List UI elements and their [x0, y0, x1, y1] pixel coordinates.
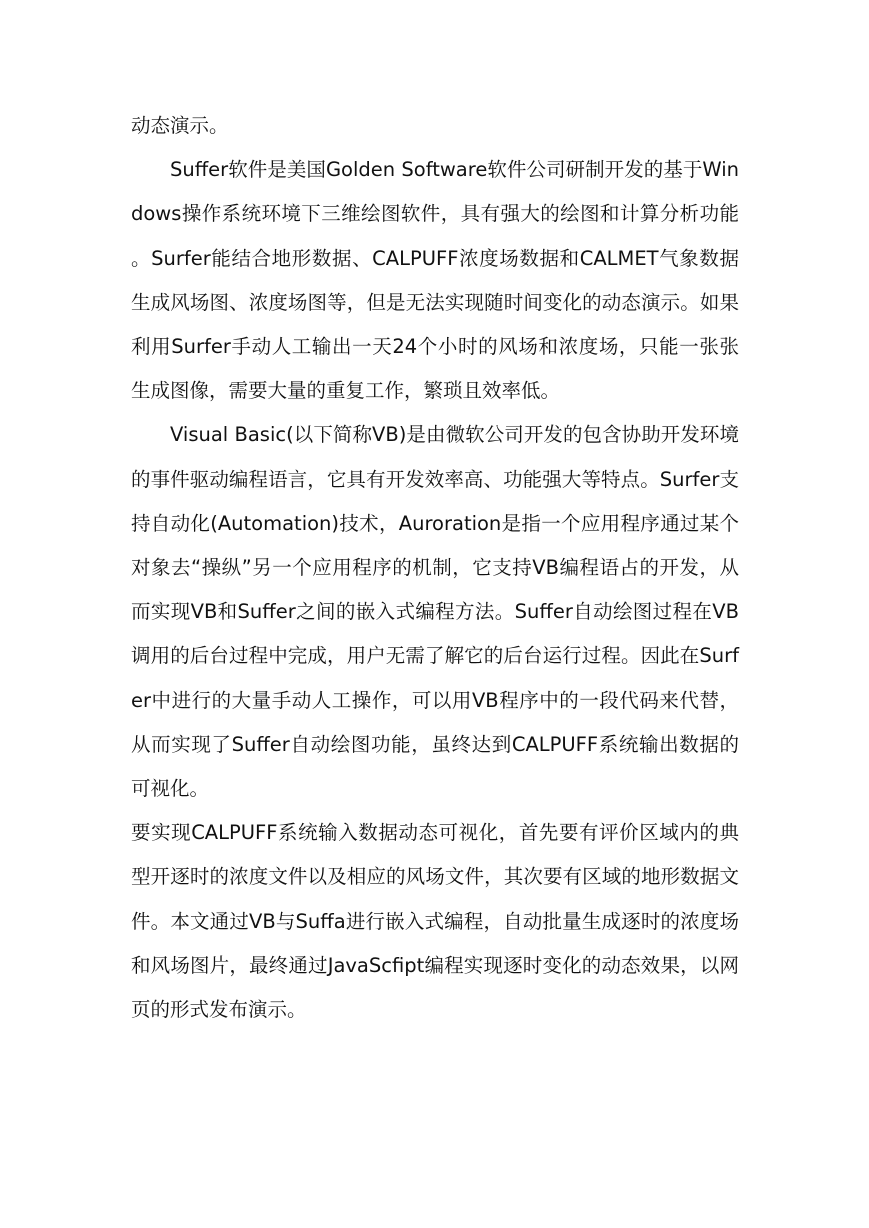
document-body	[131, 104, 739, 1032]
paragraph-implementation: 要实现CALPUFF系统输入数据动态可视化，首先要有评价区域内的典型开逐时的浓度文件以及相应的风场文件，其次要有区域的地形数据文件。本文通过VB与Suffa进行嵌入式编程，自动批量生成逐时的浓度场和风场图片，最终通过JavaScfipt编程实现逐时变化的动态效果，以网页的形式发布演示。	[131, 821, 739, 1022]
paragraph-continuation: 动态演示。	[131, 114, 229, 137]
paragraph-vb-automation: Visual Basic(以下简称VB)是由微软公司开发的包含协助开发环境的事件驱动编程语言，它具有开发效率高、功能强大等特点。Surfer支持自动化(Automation)技术，Auroration是指一个应用程序通过某个对象去“操纵”另一个应用程序的机制，它支持VB编程语占的开发，从而实现VB和Suffer之间的嵌入式编程方法。Suffer自动绘图过程在VB调用的后台过程中完成，用户无需了解它的后台运行过程。因此在Surfer中进行的大量手动人工操作，可以用VB程序中的一段代码来代替，从而实现了Suffer自动绘图功能，虽终达到CALPUFF系统输出数据的可视化。	[131, 423, 739, 801]
paragraph-surfer-intro: Suffer软件是美国Golden Software软件公司研制开发的基于Windows操作系统环境下三维绘图软件，具有强大的绘图和计算分析功能。Surfer能结合地形数据、CALPUFF浓度场数据和CALMET气象数据生成风场图、浓度场图等，但是无法实现随时间变化的动态演示。如果利用Surfer手动人工输出一天24个小时的风场和浓度场，只能一张张生成图像，需要大量的重复工作，繁琐且效率低。	[131, 158, 739, 403]
